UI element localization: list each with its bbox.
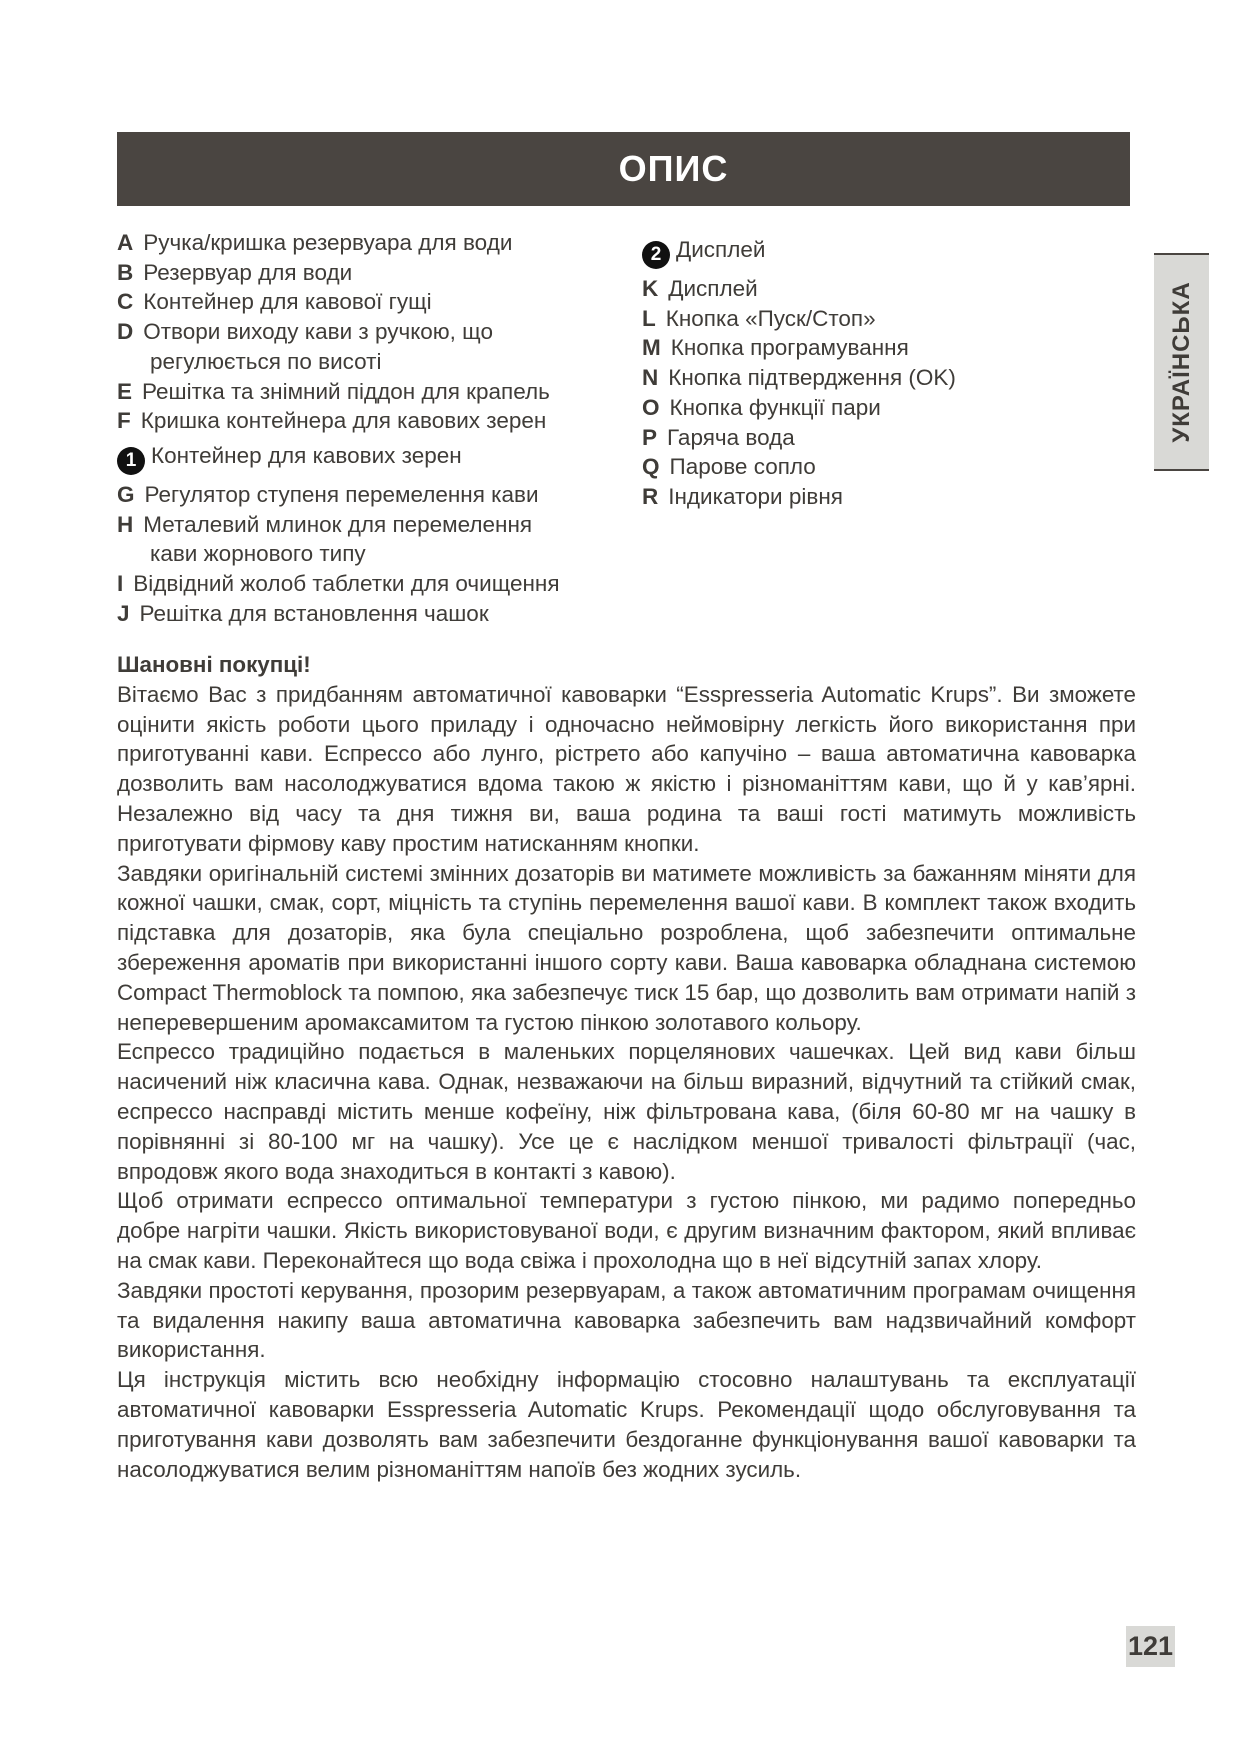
item-label: Отвори виходу кави з ручкою, що (143, 319, 493, 345)
item-label: Кнопка програмування (670, 335, 909, 361)
item-label: Парове сопло (669, 454, 816, 480)
item-letter: G (117, 481, 135, 507)
list-item (642, 452, 1112, 482)
item-label: Кришка контейнера для кавових зерен (140, 408, 547, 434)
item-letter: N (642, 365, 659, 391)
item-label: Резервуар для води (143, 259, 353, 285)
item-letter: P (642, 424, 658, 450)
item-letter: A (117, 230, 134, 255)
group-heading (117, 436, 637, 480)
page-number: 121 (1126, 1626, 1175, 1667)
item-letter: H (117, 511, 134, 537)
group-heading (642, 230, 1112, 274)
item-letter: I (117, 571, 124, 597)
item-letter: C (117, 289, 134, 315)
item-label-continued: регулюється по висоті (150, 348, 382, 374)
list-item (117, 510, 637, 569)
language-side-tab (1154, 253, 1209, 471)
item-label: Контейнер для кавової гущі (143, 289, 432, 315)
paragraph: Завдяки простоті керування, прозорим резервуарам, а також автоматичним програмам очищення та видалення накипу ваша автоматична кавоварка забезпечить вам надзвичайний комфорт використання. (117, 1277, 1136, 1363)
item-label: Ручка/кришка резервуара для води (143, 230, 513, 255)
item-letter: B (117, 259, 134, 285)
group-heading-label: Контейнер для кавових зерен (151, 442, 462, 468)
list-item (117, 480, 637, 510)
item-letter: Q (642, 454, 660, 480)
number-circle-icon: 1 (117, 447, 145, 475)
item-label: Кнопка підтвердження (OK) (668, 365, 956, 391)
item-letter: F (117, 408, 131, 434)
item-label: Решітка для встановлення чашок (139, 600, 489, 626)
item-letter: J (117, 600, 130, 626)
number-circle-icon: 2 (642, 241, 670, 269)
item-letter: D (117, 319, 134, 345)
item-letter: R (642, 483, 659, 509)
item-label: Металевий млинок для перемелення (143, 511, 533, 537)
parts-list-right (642, 230, 1112, 512)
intro-text (117, 650, 1136, 1484)
section-title: ОПИС (618, 148, 729, 189)
greeting-heading: Шановні покупці! (117, 652, 311, 677)
language-label: УКРАЇНСЬКА (1167, 281, 1195, 443)
list-item (642, 393, 1112, 423)
list-item (117, 317, 637, 376)
item-label: Гаряча вода (667, 424, 795, 450)
list-item (642, 482, 1112, 512)
list-item (642, 333, 1112, 363)
paragraph: Вітаємо Вас з придбанням автоматичної кавоварки “Esspresseria Automatic Krups”. Ви зможете оцінити якість роботи цього приладу і одночасно неймовірну легкість його використання при приготуванні кави. Еспрессо або лунго, рістрето або капучіно – ваша автоматична кавоварка дозволить вам насолоджуватися вдома такою ж якістю і різноманіттям кави, що й у кав’ярні. Незалежно від часу та дня тижня ви, ваша родина та ваші гості матимуть можливість приготувати фірмову каву простим натисканням кнопки. (117, 681, 1136, 856)
item-label: Відвідний жолоб таблетки для очищення (133, 571, 560, 597)
intro-paragraphs (117, 680, 1136, 1485)
paragraph: Ця інструкція містить всю необхідну інформацію стосовно налаштувань та експлуатації автоматичної кавоварки Esspresseria Automatic Krups. Рекомендації щодо обслуговування та приготування кави дозволять вам забезпечити бездоганне функціонування вашої кавоварки та насолоджуватися велим різноманіттям напоїв без жодних зусиль. (117, 1367, 1136, 1482)
list-item (117, 406, 637, 436)
list-item (117, 599, 637, 629)
item-letter: O (642, 394, 660, 420)
paragraph: Еспрессо традиційно подається в маленьких порцелянових чашечках. Цей вид кави більш насичений ніж класична кава. Однак, незважаючи на більш виразний, відчутний та стійкий смак, еспрессо насправді містить менше кофеїну, ніж фільтрована кава, (біля 60-80 мг на чашку в порівнянні зі 80-100 мг на чашку). Усе це є наслідком меншої тривалості фільтрації (час, впродовж якого вода знаходиться в контакті з кавою). (117, 1039, 1136, 1184)
item-label: Решітка та знімний піддон для крапель (142, 378, 550, 404)
item-label: Кнопка «Пуск/Стоп» (665, 305, 876, 331)
list-item (117, 377, 637, 407)
list-item (642, 423, 1112, 453)
item-label-continued: кави жорнового типу (150, 541, 366, 567)
list-item (117, 287, 637, 317)
item-letter: E (117, 378, 133, 404)
item-label: Регулятор ступеня перемелення кави (144, 481, 539, 507)
item-label: Кнопка функції пари (669, 394, 881, 420)
list-item (117, 569, 637, 599)
list-item (642, 274, 1112, 304)
parts-list-left (117, 228, 637, 628)
list-item (642, 363, 1112, 393)
item-letter: K (642, 276, 659, 301)
item-letter: M (642, 335, 661, 361)
list-item (642, 304, 1112, 334)
paragraph: Щоб отримати еспрессо оптимальної температури з густою пінкою, ми радимо попередньо добре нагріти чашки. Якість використовуваної води, є другим визначним фактором, який впливає на смак кави. Переконайтеся що вода свіжа і прохолодна що в неї відсутній запах хлору. (117, 1188, 1136, 1273)
list-item (117, 258, 637, 288)
item-label: Індикатори рівня (668, 483, 843, 509)
list-item (117, 228, 637, 258)
section-title-bar (117, 132, 1130, 206)
item-letter: L (642, 305, 656, 331)
item-label: Дисплей (668, 276, 758, 301)
paragraph: Завдяки оригінальній системі змінних дозаторів ви матимете можливість за бажанням міняти для кожної чашки, смак, сорт, міцність та ступінь перемелення вашої кави. В комплект також входить підставка для дозаторів, яка була спеціально розроблена, щоб забезпечити оптимальне збереження ароматів при використанні іншого сорту кави. Ваша кавоварка обладнана системою Compact Thermoblock та помпою, яка забезпечує тиск 15 бар, що дозволить вам отримати напій з неперевершеним аромаксамитом та густою пінкою золотавого кольору. (117, 860, 1136, 1035)
group-heading-label: Дисплей (676, 237, 766, 262)
